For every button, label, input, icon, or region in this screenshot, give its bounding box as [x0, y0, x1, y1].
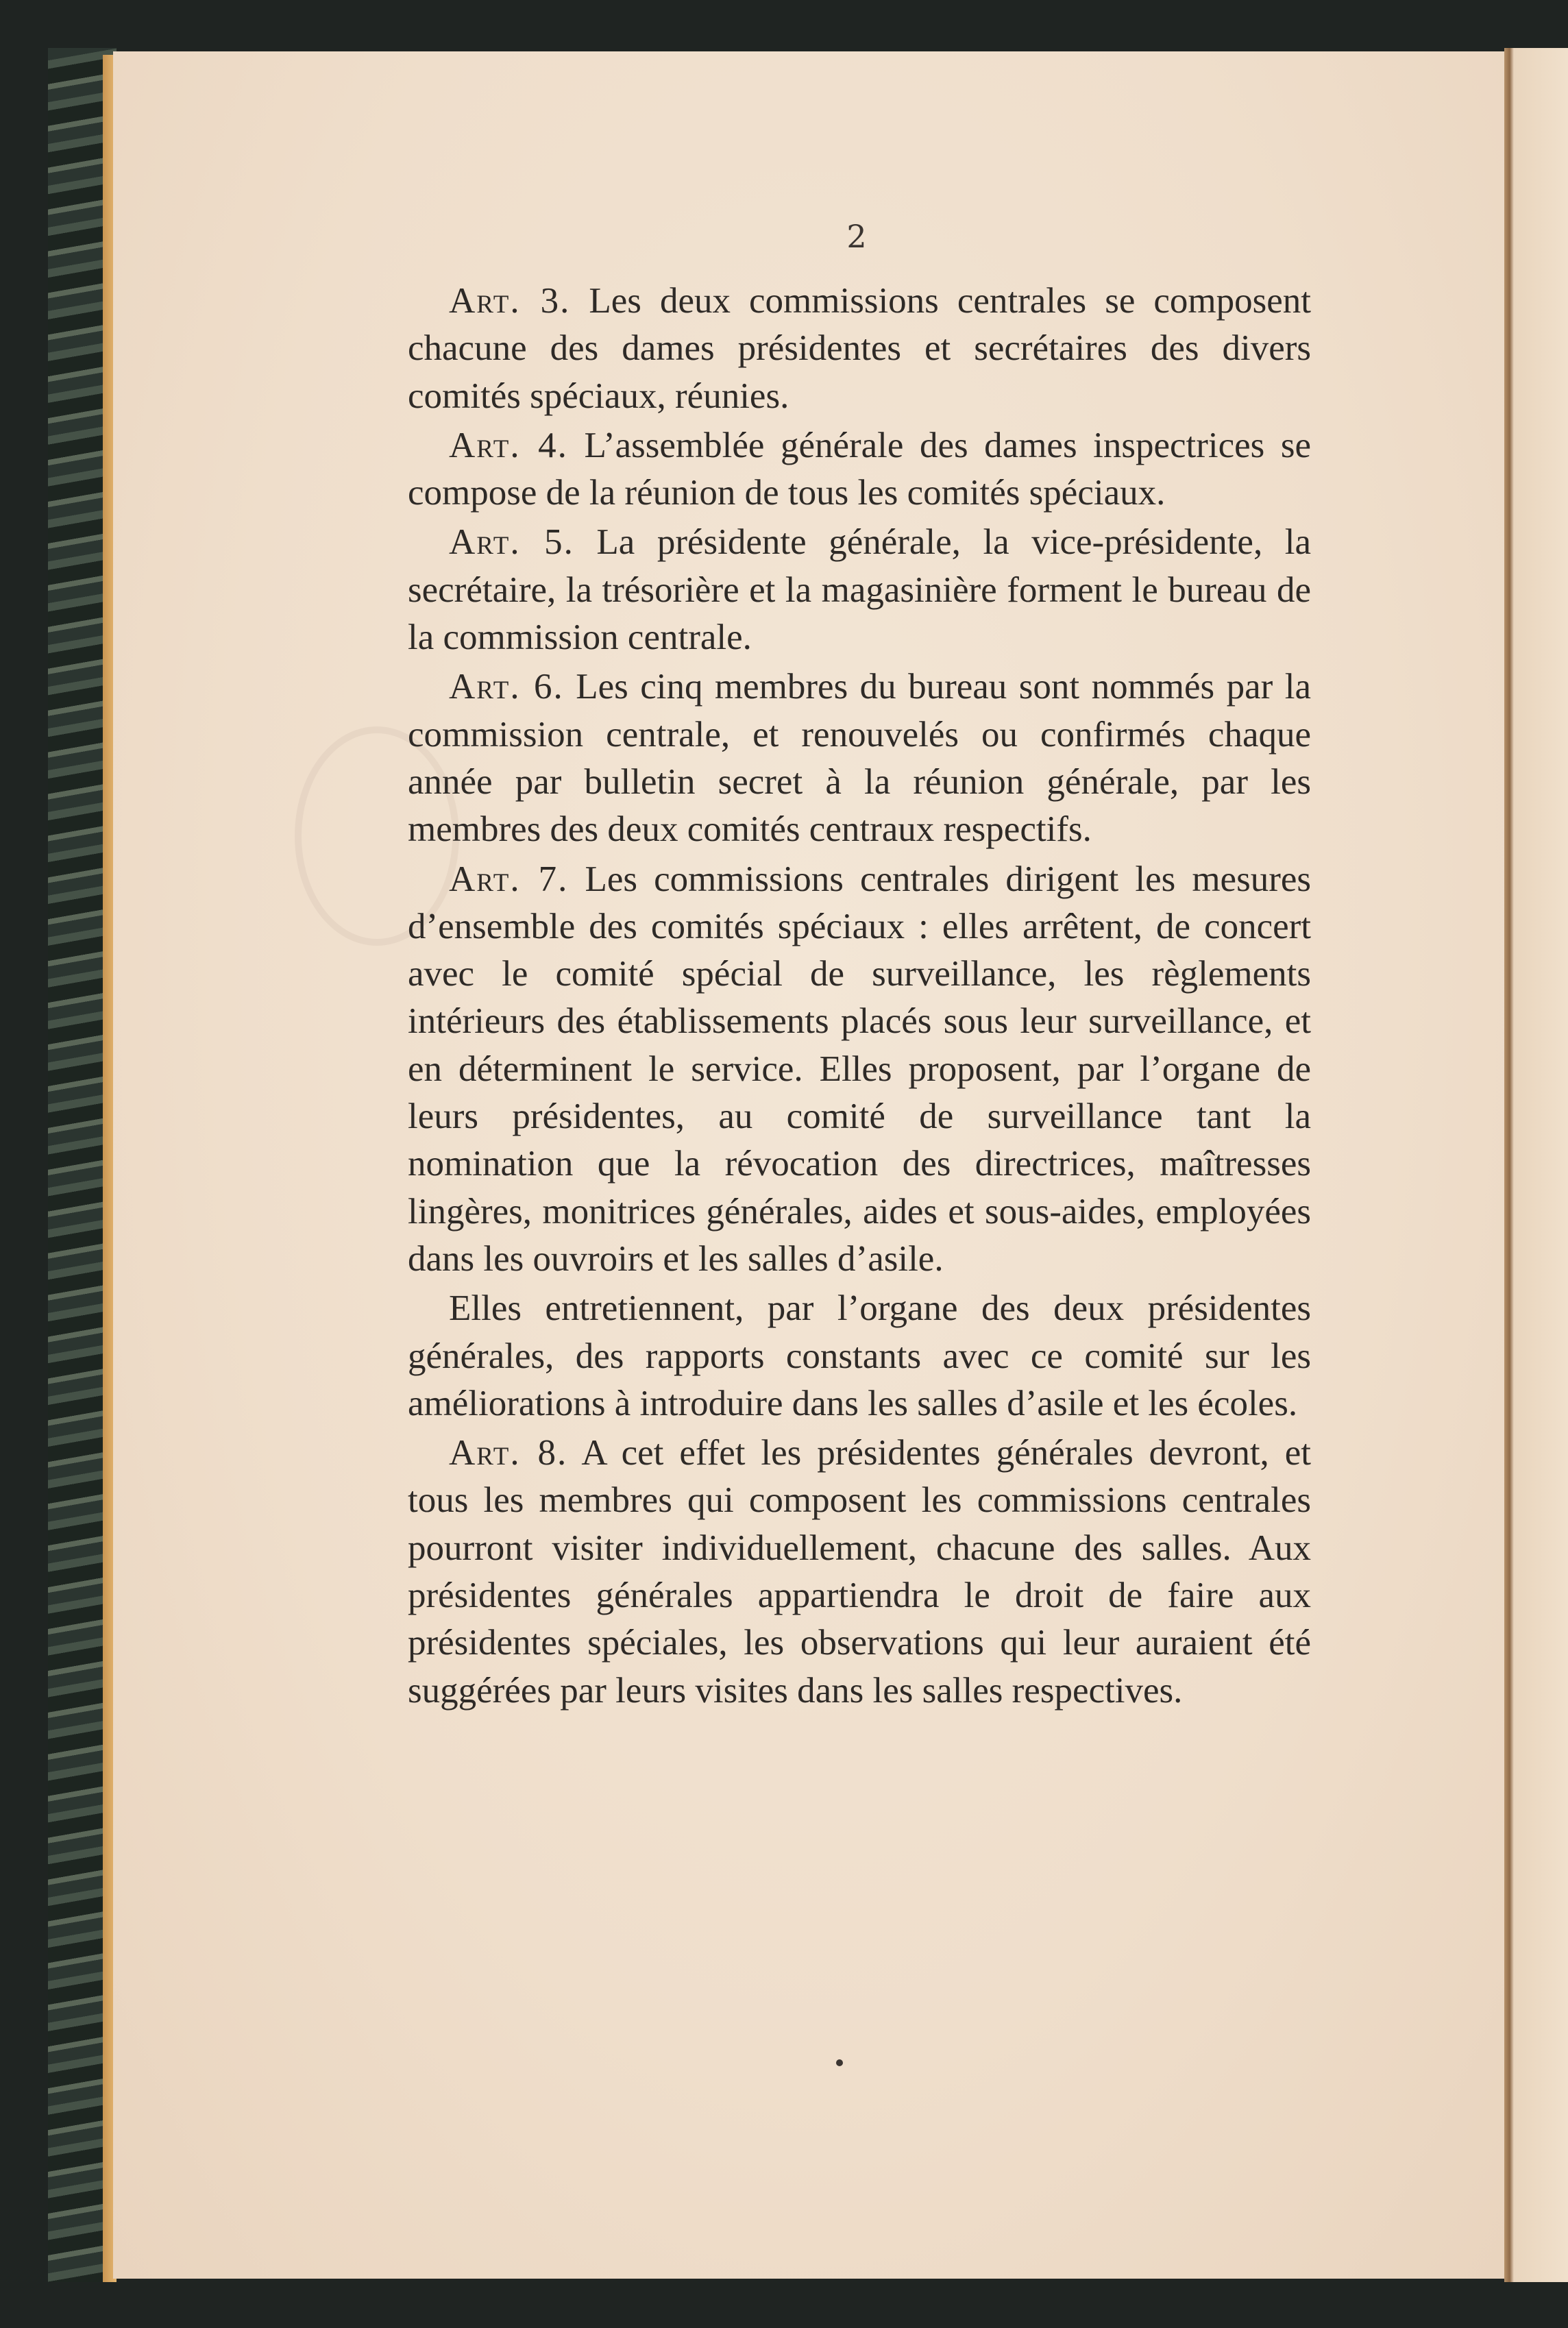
- paragraph-text: Les cinq membres du bureau sont nommés par la commission centrale, et renouvelés ou confirmés chaque année par bulletin secret à la réunion générale, par les membres des deux comités centraux respectifs.: [408, 667, 1311, 850]
- paragraph: [408, 663, 1311, 853]
- paragraph: [408, 1285, 1311, 1428]
- paragraph: [408, 1430, 1311, 1715]
- paragraph: [408, 422, 1311, 517]
- next-page-edge: [1504, 48, 1568, 2282]
- article-label: Art. 5.: [449, 522, 574, 563]
- paragraph-text: L’assemblée générale des dames inspectrices se compose de la réunion de tous les comités spéciaux.: [408, 425, 1312, 513]
- paragraph-text: A cet effet les présidentes générales devront, et tous les membres qui composent les commissions centrales pourront visiter individuellement, chacune des salles. Aux présidentes générales appartiendra le droit de faire aux présidentes spéciales, les observations qui leur auraient été suggérées par leurs visites dans les salles respectives.: [408, 1433, 1312, 1711]
- end-dot-icon: [836, 2059, 843, 2066]
- paragraph-text: Elles entretiennent, par l’organe des deux présidentes générales, des rapports constants avec ce comité sur les améliorations à introduire dans les salles d’asile et les écoles.: [408, 1288, 1311, 1423]
- paragraph: [408, 856, 1311, 1284]
- article-label: Art. 4.: [449, 425, 568, 465]
- article-label: Art. 7.: [449, 859, 569, 899]
- paragraph: [408, 278, 1311, 420]
- article-label: Art. 3.: [449, 281, 571, 321]
- body-text: [408, 278, 1311, 1715]
- paragraph-text: Les deux commissions centrales se composent chacune des dames présidentes et secrétaires des divers comités spéciaux, réunies.: [408, 281, 1311, 416]
- paragraph-text: La présidente générale, la vice-présidente, la secrétaire, la trésorière et la magasinière forment le bureau de la commission centrale.: [408, 522, 1311, 658]
- page-number: 2: [846, 218, 867, 255]
- article-label: Art. 8.: [449, 1433, 568, 1473]
- paragraph: [408, 519, 1311, 661]
- background: [0, 2282, 1568, 2328]
- paragraph-text: Les commissions centrales dirigent les mesures d’ensemble des comités spéciaux : elles arrêtent, de concert avec le comité spécial de surveillance, les règlements intérieurs des établissements placés sous leur surveillance, et en déterminent le service. Elles proposent, par l’organe de leurs présidentes, au comité de surveillance tant la nomination que la révocation des directrices, maîtresses lingères, monitrices générales, aides et sous-aides, employées dans les ouvroirs et les salles d’asile.: [408, 859, 1311, 1279]
- article-label: Art. 6.: [449, 667, 564, 707]
